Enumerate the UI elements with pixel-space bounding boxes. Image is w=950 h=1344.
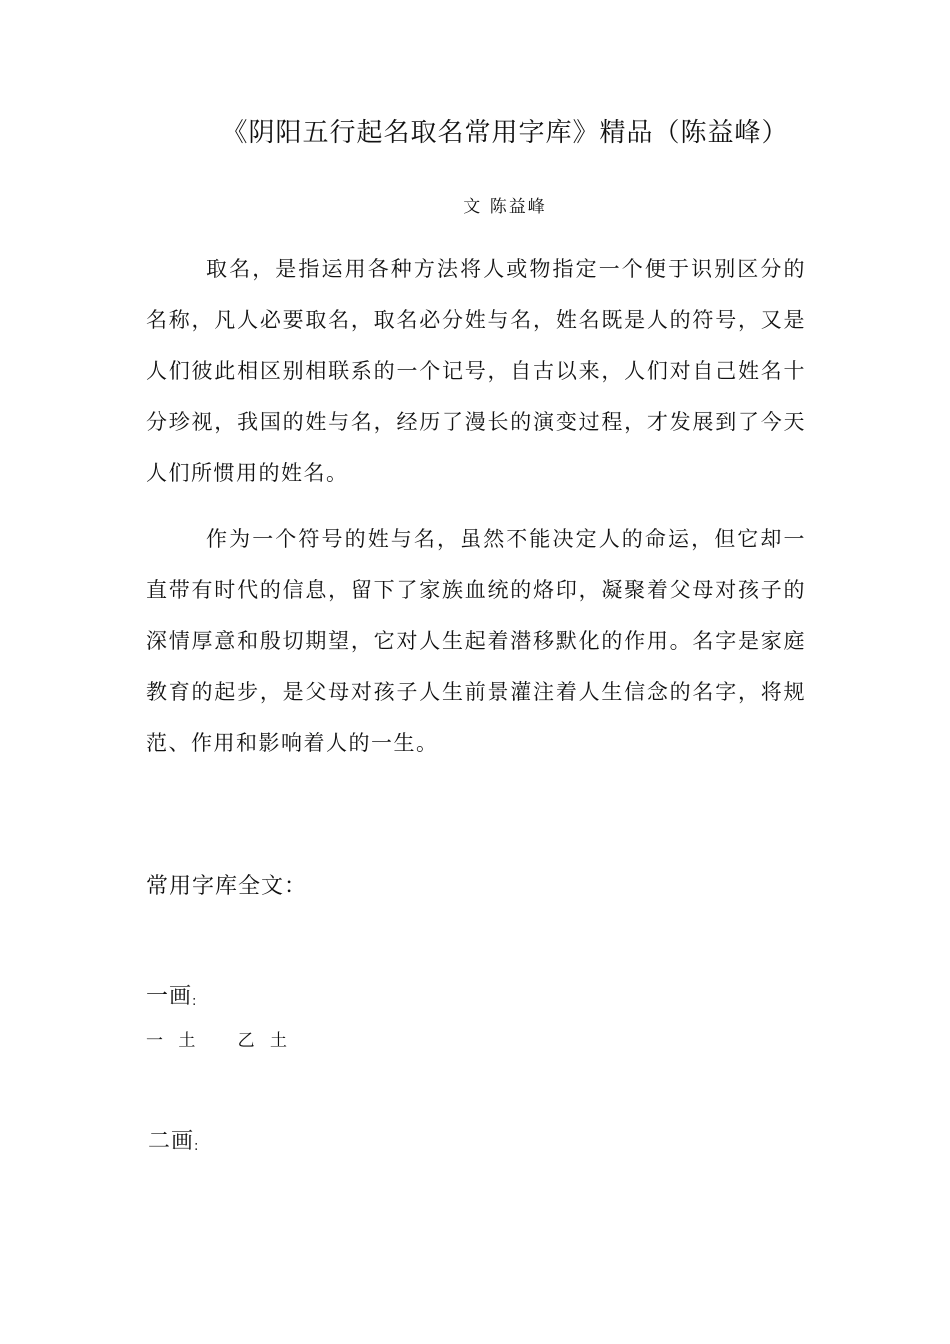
section-heading-text: 一画 [146, 984, 193, 1009]
author-line: 文 陈益峰 [463, 197, 547, 217]
section-heading-colon: : [192, 994, 198, 1009]
section-heading-two-strokes [148, 1124, 199, 1155]
section-heading-one-stroke [146, 979, 197, 1010]
section-heading-colon: : [194, 1139, 200, 1154]
one-stroke-characters: 一 土 乙 土 [146, 1031, 290, 1051]
intro-paragraph-1: 取名，是指运用各种方法将人或物指定一个便于识别区分的名称，凡人必要取名，取名必分姓与名，姓名既是人的符号，又是人们彼此相区别相联系的一个记号，自古以来，人们对自己姓名十分珍视，我国的姓与名，经历了漫长的演变过程，才发展到了今天人们所惯用的姓名。 [146, 257, 806, 485]
document-title: 《阴阳五行起名取名常用字库》精品（陈益峰） [221, 118, 789, 148]
intro-paragraph-2: 作为一个符号的姓与名，虽然不能决定人的命运，但它却一直带有时代的信息，留下了家族血统的烙印，凝聚着父母对孩子的深情厚意和殷切期望，它对人生起着潜移默化的作用。名字是家庭教育的起步，是父母对孩子人生前景灌注着人生信念的名字，将规范、作用和影响着人的一生。 [146, 527, 806, 755]
library-heading: 常用字库全文： [146, 874, 308, 899]
section-heading-text: 二画 [148, 1129, 195, 1154]
